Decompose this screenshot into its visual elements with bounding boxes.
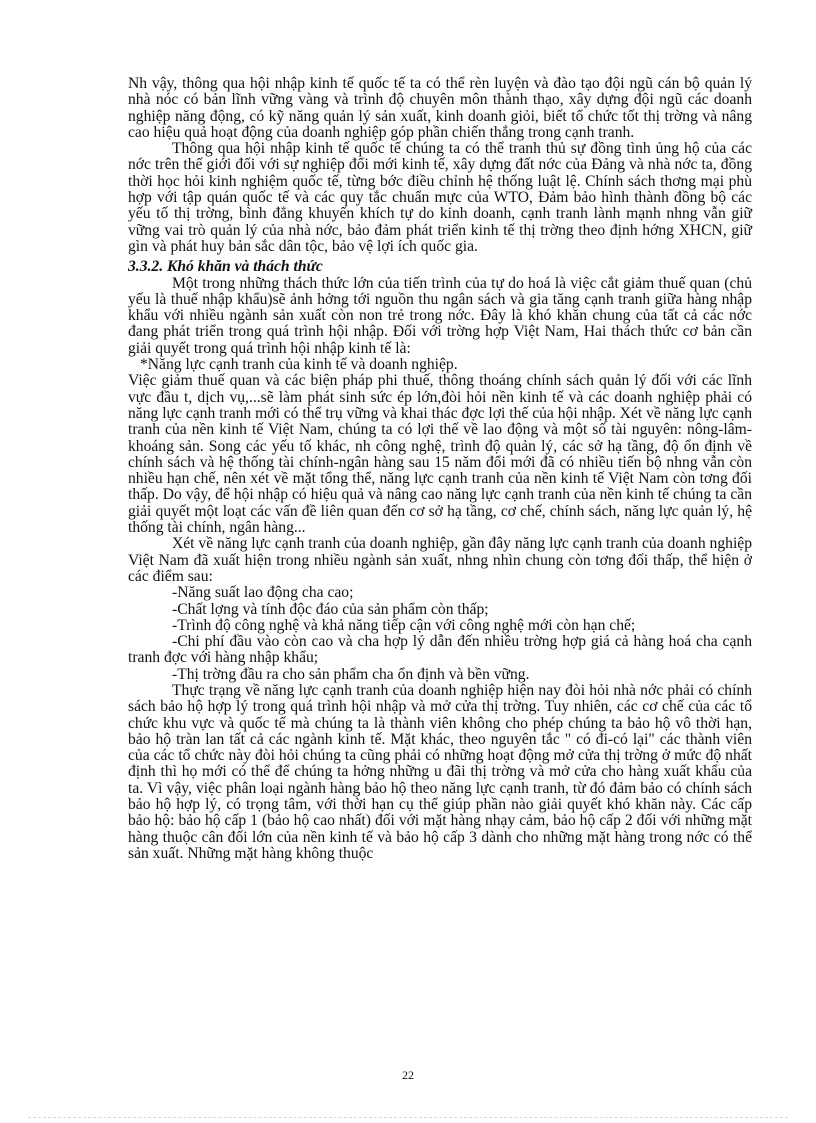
section-heading: 3.3.2. Khó khăn và thách thức — [128, 258, 323, 276]
paragraph: -Năng suất lao động cha cao; — [172, 584, 354, 602]
paragraph: *Năng lực cạnh tranh của kinh tế và doanh nghiệp. — [140, 356, 458, 374]
paragraph: Thực trạng về năng lực cạnh tranh của doanh nghiệp hiện nay đòi hỏi nhà nớc phải có chính sách bảo hộ hợp lý trong quá trình hội nhập và mở cửa thị trờng. Tuy nhiên, các cơ chế của các tổ chức khu vực và quốc tế mà chúng ta là thành viên không cho phép chúng ta bảo hộ vô thời hạn, bảo hộ tràn lan tất cả các ngành kinh tế. Mặt khác, theo nguyên tắc " có đi-có lại" các thành viên của các tổ chức này đòi hỏi chúng ta cũng phải có những hoạt động mở cửa thị trờng ở mức độ nhất định thì họ mới có thể để chúng ta hởng những u đãi thị trờng và mở cửa cho hàng xuất khẩu của ta. Vì vậy, việc phân loại ngành hàng bảo hộ theo năng lực cạnh tranh, từ đó đảm bảo có chính sách bảo hộ hợp lý, có trọng tâm, với thời hạn cụ thể giúp phần nào giải quyết khó khăn này. Các cấp bảo hộ: bảo hộ cấp 1 (bảo hộ cao nhất) đối với mặt hàng nhạy cảm, bảo hộ cấp 2 đối với những mặt hàng thuộc cân đối lớn của nền kinh tế và bảo hộ cấp 3 dành cho những mặt hàng trong nớc có thể sản xuất. Những mặt hàng không thuộc — [128, 681, 752, 862]
document-body — [128, 76, 752, 862]
paragraph: Xét về năng lực cạnh tranh của doanh nghiệp, gần đây năng lực cạnh tranh của doanh nghiệp Việt Nam đã xuất hiện trong nhiều ngành sản xuất, nhng nhìn chung còn tơng đối thấp, thể hiện ở các điểm sau: — [128, 535, 752, 585]
paragraph: Việc giảm thuế quan và các biện pháp phi thuế, thông thoáng chính sách quản lý đối với các lĩnh vực đầu t, dịch vụ,...sẽ làm phát sinh sức ép lớn,đòi hỏi nền kinh tế và các doanh nghiệp phải có năng lực cạnh tranh mới có thể trụ vững và khai thác đợc lợi thế của hội nhập. Xét về năng lực cạnh tranh của nền kinh tế Việt Nam, chúng ta có lợi thế về lao động và một số tài nguyên: nông-lâm-khoáng sản. Song các yếu tố khác, nh công nghệ, trình độ quản lý, các sở hạ tầng, độ ổn định về chính sách và hệ thống tài chính-ngân hàng sau 15 năm đổi mới đã có nhiều tiến bộ nhng vẫn còn nhiều hạn chế, nên xét về mặt tổng thể, năng lực cạnh tranh của nền kinh tế Việt Nam còn tơng đối thấp. Do vậy, để hội nhập có hiệu quả và nâng cao năng lực cạnh tranh của nền kinh tế chúng ta cần giải quyết một loạt các vấn đề liên quan đến cơ sở hạ tầng, cơ chế, chính sách, năng lực quản lý, hệ thống tài chính, ngân hàng... — [128, 372, 752, 537]
paragraph: -Chi phí đầu vào còn cao và cha hợp lý dẫn đến nhiều trờng hợp giá cả hàng hoá cha cạnh tranh đợc với hàng nhập khẩu; — [128, 633, 752, 667]
page-footer-rule — [28, 1117, 788, 1118]
paragraph: -Thị trờng đầu ra cho sản phẩm cha ổn định và bền vững. — [172, 665, 530, 683]
paragraph: Thông qua hội nhập kinh tế quốc tế chúng ta có thể tranh thủ sự đồng tình ủng hộ của các nớc trên thế giới đối với sự nghiệp đổi mới kinh tế, xây dựng đất nớc của Đảng và nhà nớc ta, đồng thời học hỏi kinh nghiệm quốc tế, từng bớc điều chỉnh hệ thống luật lệ. Chính sách thơng mại phù hợp với tập quán quốc tế và các quy tắc chuẩn mực của WTO, Đảm bảo hình thành đồng bộ các yếu tố thị trờng, bình đẳng khuyến khích tự do kinh doanh, cạnh tranh lành mạnh nhng vẫn giữ vững vai trò quản lý của nhà nớc, bảo đảm phát triển kinh tế thị trờng theo định hớng XHCN, giữ gìn và phát huy bản sắc dân tộc, bảo vệ lợi ích quốc gia. — [128, 140, 752, 255]
paragraph: Một trong những thách thức lớn của tiến trình của tự do hoá là việc cắt giảm thuế quan (chủ yếu là thuế nhập khẩu)sẽ ảnh hởng tới nguồn thu ngân sách và gia tăng cạnh tranh giữa hàng nhập khẩu với nhiều ngành sản xuất còn non trẻ trong nớc. Đây là khó khăn chung của tất cả các nớc đang phát triển trong quá trình hội nhập. Đối với trờng hợp Việt Nam, Hai thách thức cơ bản cần giải quyết trong quá trình hội nhập kinh tế là: — [128, 274, 752, 357]
page-number: 22 — [402, 1068, 414, 1082]
paragraph: Nh vậy, thông qua hội nhập kinh tế quốc tế ta có thể rèn luyện và đào tạo đội ngũ cán bộ quản lý nhà nóc có bản lĩnh vững vàng và trình độ chuyên môn thành thạo, xây dựng đội ngũ các doanh nghiệp năng động, có kỹ năng quản lý sản xuất, kinh doanh giỏi, biết tổ chức tốt thị trờng và nâng cao hiệu quả hoạt động của doanh nghiệp góp phần chiến thắng trong cạnh tranh. — [128, 75, 752, 141]
paragraph: -Chất lợng và tính độc đáo của sản phẩm còn thấp; — [172, 600, 489, 618]
paragraph: -Trình độ công nghệ và khả năng tiếp cận với công nghệ mới còn hạn chế; — [172, 616, 636, 634]
